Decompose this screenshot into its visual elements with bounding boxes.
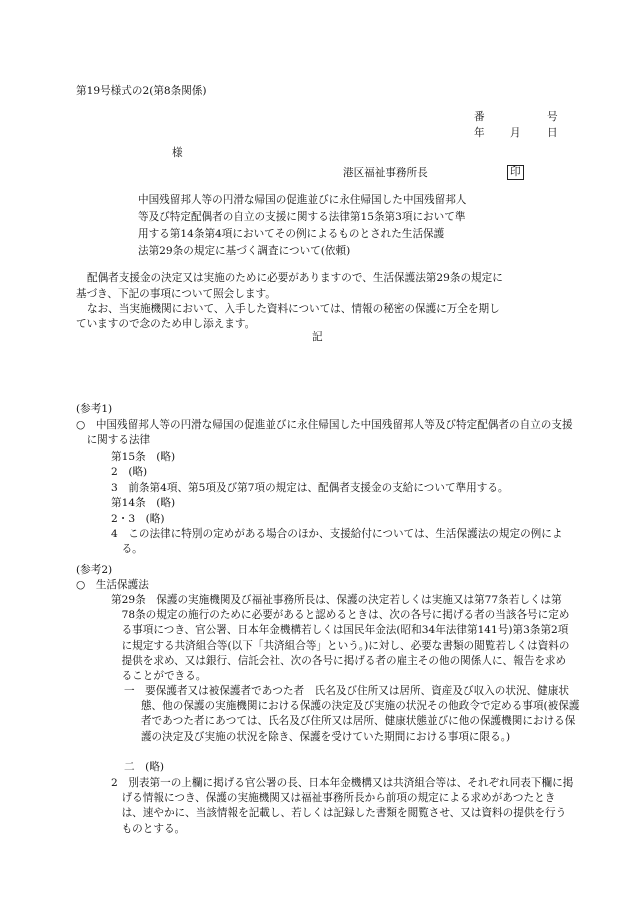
date-label-day: 日 xyxy=(547,127,558,139)
ref1-item-4: 4 この法律に特別の定めがある場合のほか、支援給付については、生活保護法の規定の例による。 xyxy=(111,528,563,556)
body-paragraph-2-line-1: なお、当実施機関において、入手した資料については、情報の秘密の保護に万全を期し xyxy=(87,303,500,315)
ref1-law-title: ○ 中国残留邦人等の円滑な帰国の促進並びに永住帰国した中国残留邦人等及び特定配偶者の自立の支援に関する法律 xyxy=(76,419,573,447)
ref1-article-15: 第15条 (略) xyxy=(111,451,176,463)
ref2-article-29: 第29条 保護の実施機関及び福祉事務所長は、保護の決定若しくは実施又は第77条若しくは第78条の規定の施行のために必要があると認めるときは、次の各号に掲げる者の当該各号に定める事項につき、官公署、日本年金機構若しくは国民年金法(昭和34年法律第141号)第3条第2項に規定する共済組合等(以下「共済組合等」という。)に対し、必要な書類の閲覧若しくは資料の提供を求め、又は銀行、信託会社、次の各号に掲げる者の雇主その他の関係人に、報告を求めることができる。 xyxy=(111,594,570,683)
sender-name: 港区福祉事務所長 xyxy=(343,167,428,179)
ref2-item-ni: 二 (略) xyxy=(124,761,165,773)
date-label-year: 年 xyxy=(474,127,485,139)
date-label-month: 月 xyxy=(510,127,521,139)
number-label-ban: 番 xyxy=(474,111,485,123)
ref2-item-1: 一 要保護者又は被保護者であつた者 氏名及び住所又は居所、資産及び収入の状況、健康状態、他の保護の実施機関における保護の決定及び実施の状況その他政令で定める事項(被保護者であつた者にあつては、氏名及び住所又は居所、健康状態並びに他の保護機関における保護の決定及び実施の状況を除き、保護を受けていた期間における事項に限る。) xyxy=(124,685,580,743)
ref1-item-2: 2 (略) xyxy=(111,466,148,478)
subject-line-1: 中国残留邦人等の円滑な帰国の促進並びに永住帰国した中国残留邦人 xyxy=(138,194,467,206)
seal-text: 印 xyxy=(507,165,524,180)
subject-line-3: 用する第14条第4項においてその例によるものとされた生活保護 xyxy=(138,228,445,240)
body-paragraph-1-line-2: 基づき、下記の事項について照会します。 xyxy=(76,288,276,300)
ref2-heading: (参考2) xyxy=(76,564,113,576)
body-paragraph-2-line-2: ていますので念のため申し添えます。 xyxy=(76,318,256,330)
body-paragraph-1-line-1: 配偶者支援金の決定又は実施のために必要がありますので、生活保護法第29条の規定に xyxy=(87,272,503,284)
ref1-article-14: 第14条 (略) xyxy=(111,497,176,509)
ki-heading: 記 xyxy=(312,331,323,343)
ref1-items-2-3: 2・3 (略) xyxy=(111,513,165,525)
subject-line-4: 法第29条の規定に基づく調査について(依頼) xyxy=(138,245,351,257)
ref1-item-3: 3 前条第4項、第5項及び第7項の規定は、配偶者支援金の支給について準用する。 xyxy=(111,482,509,494)
ref1-heading: (参考1) xyxy=(76,403,113,415)
number-label-go: 号 xyxy=(547,111,558,123)
ref2-law-title: ○ 生活保護法 xyxy=(76,579,149,591)
seal-mark xyxy=(507,165,524,180)
form-title: 第19号様式の2(第8条関係) xyxy=(76,85,207,97)
subject-line-2: 等及び特定配偶者の自立の支援に関する法律第15条第3項において準 xyxy=(138,211,466,223)
ref2-paragraph-2: 2 別表第一の上欄に掲げる官公署の長、日本年金機構又は共済組合等は、それぞれ同表下欄に掲げる情報につき、保護の実施機関又は福祉事務所長から前項の規定による求めがあつたときは、速やかに、当該情報を記載し、若しくは記録した書類を閲覧させ、又は資料の提供を行うものとする。 xyxy=(111,777,574,835)
addressee-sama: 様 xyxy=(172,147,183,159)
